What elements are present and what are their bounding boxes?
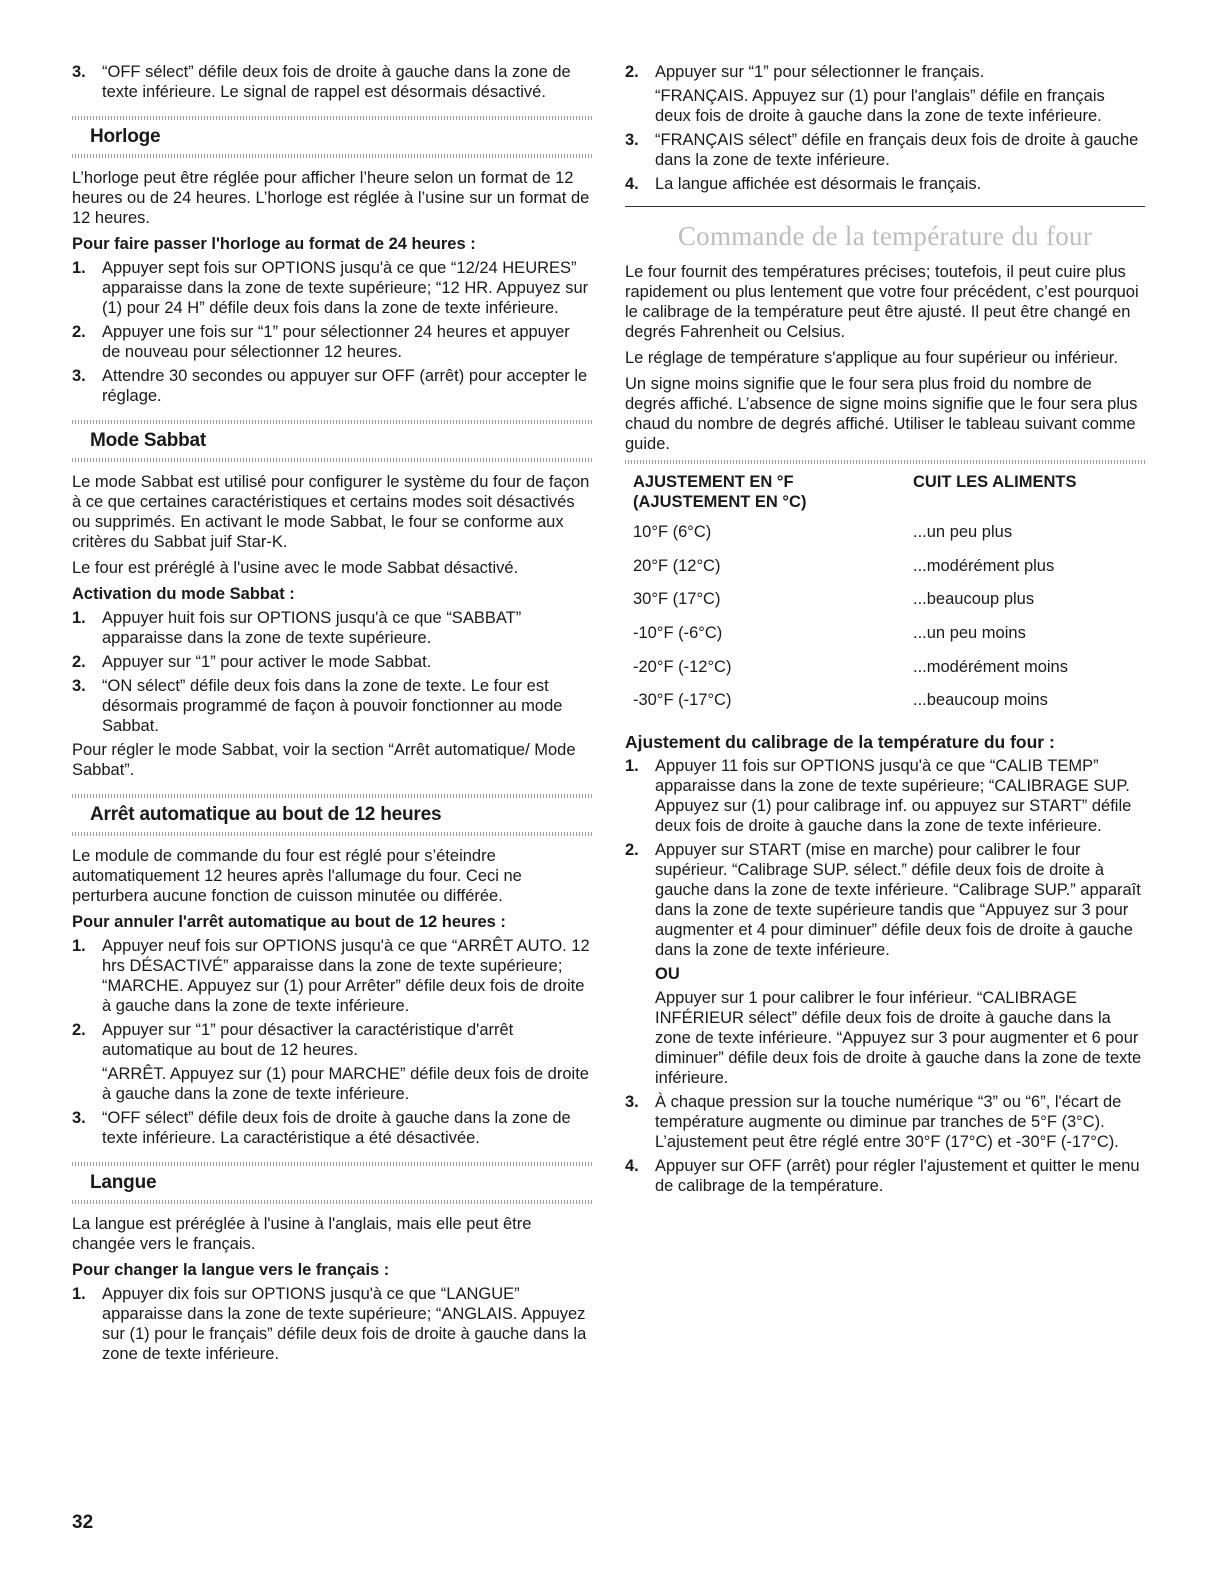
list-item [625,840,1145,1088]
list-item [625,1156,1145,1196]
page-number: 32 [72,1512,94,1533]
section-title: Arrêt automatique au bout de 12 heures [90,804,442,825]
list-item [72,1284,592,1364]
item-text: Appuyer sur “1” pour activer le mode Sabbat. [102,653,432,671]
subheading: Ajustement du calibrage de la température du four : [625,732,1055,753]
item-text: Appuyer sur START (mise en marche) pour calibrer le four supérieur. “Calibrage SUP. sélect.” défile deux fois de droite à gauche dans la zone de texte inférieure. “Calibrage SUP.” apparaît dans la zone de texte supérieure tandis que “Appuyez sur 3 pour augmenter et 4 pour diminuer” défile deux fois de droite à gauche dans la zone de texte inférieure. [655,841,1141,960]
item-text: “FRANÇAIS sélect” défile en français deux fois de droite à gauche dans la zone de texte inférieure. [655,131,1139,169]
paragraph: La langue est préréglée à l'usine à l'anglais, mais elle peut être changée vers le français. [72,1215,532,1253]
item-number: 3. [72,1109,86,1127]
ordered-list [72,258,592,406]
item-text: Appuyer neuf fois sur OPTIONS jusqu'à ce que “ARRÊT AUTO. 12 hrs DÉSACTIVÉ” apparaisse dans la zone de texte supérieure; “MARCHE. Appuyez sur (1) pour Arrêter” défile deux fois de droite à gauche dans la zone de texte inférieure. [102,937,590,1015]
item-number: 1. [625,757,639,776]
table-header-cook: CUIT LES ALIMENTS [913,473,1077,491]
table-cell: ...modérément plus [913,556,1055,575]
item-number: 3. [625,1093,639,1112]
or-label: OU [655,965,680,984]
item-number: 4. [625,175,639,193]
table-cell: -20°F (-12°C) [633,657,732,676]
subheading: Pour changer la langue vers le français : [72,1261,390,1279]
paragraph: Le réglage de température s'applique au four supérieur ou inférieur. [625,349,1118,367]
left-column [72,62,592,1368]
table-cell: ...un peu moins [913,624,1026,643]
item-continuation: Appuyer sur 1 pour calibrer le four inférieur. “CALIBRAGE INFÉRIEUR sélect” défile deux fois de droite à gauche dans la zone de texte inférieure. “Appuyez sur 3 pour augmenter et 6 pour diminuer” défile deux fois de droite à gauche dans la zone de texte inférieure. [655,989,1142,1088]
right-column [625,62,1145,1200]
section-header-horloge [72,116,592,158]
paragraph: L’horloge peut être réglée pour afficher l’heure selon un format de 12 heures ou de 24 heures. L’horloge est réglée à l’usine sur un format de 12 heures. [72,169,590,227]
list-item [72,322,592,362]
item-number: 3. [72,677,86,695]
list-item [625,174,1145,194]
item-text: La langue affichée est désormais le français. [655,175,982,193]
ordered-list [625,756,1145,1196]
table-cell: -10°F (-6°C) [633,624,723,643]
divider [625,206,1145,207]
table-row [625,522,1145,556]
item-number: 3. [72,63,86,81]
table-cell: ...beaucoup plus [913,590,1035,609]
item-text: Appuyer sur “1” pour sélectionner le français. [655,63,985,81]
paragraph: Le four est préréglé à l'usine avec le mode Sabbat désactivé. [72,559,519,577]
table-cell: ...beaucoup moins [913,691,1048,710]
item-text: Appuyer sur “1” pour désactiver la caractéristique d'arrêt automatique au bout de 12 heures. [102,1021,514,1059]
table-cell: ...modérément moins [913,657,1068,676]
item-number: 2. [625,63,639,81]
ordered-list [625,62,1145,194]
adjustment-table [625,522,1145,724]
item-text: “ON sélect” défile deux fois dans la zone de texte. Le four est désormais programmé de façon à pouvoir fonctionner au mode Sabbat. [102,677,563,735]
item-text: “OFF sélect” défile deux fois de droite à gauche dans la zone de texte inférieure. La caractéristique a été désactivée. [102,1109,571,1147]
section-header-langue [72,1162,592,1204]
item-number: 2. [72,323,86,341]
item-continuation: “FRANÇAIS. Appuyez sur (1) pour l'anglais” défile en français deux fois de droite à gauche dans la zone de texte inférieure. [655,87,1105,125]
list-item [72,608,592,648]
section-title: Langue [90,1172,157,1193]
subheading: Pour faire passer l'horloge au format de 24 heures : [72,235,476,253]
ordered-list [72,936,592,1148]
paragraph: Le module de commande du four est réglé pour s’éteindre automatiquement 12 heures après l'allumage du four. Ceci ne perturbera aucune fonction de cuisson minutée ou différée. [72,847,522,905]
item-number: 1. [72,937,86,955]
item-text: Appuyer une fois sur “1” pour sélectionner 24 heures et appuyer de nouveau pour sélectionner 12 heures. [102,323,570,361]
list-item [72,1108,592,1148]
item-text: Appuyer dix fois sur OPTIONS jusqu'à ce que “LANGUE” apparaisse dans la zone de texte supérieure; “ANGLAIS. Appuyez sur (1) pour le français” défile deux fois de droite à gauche dans la zone de texte inférieure. [102,1285,587,1363]
item-number: 1. [72,609,86,627]
table-row [625,690,1145,724]
paragraph: Le mode Sabbat est utilisé pour configurer le système du four de façon à ce que certaines caractéristiques et certains modes soit désactivés ou supprimés. En activant le mode Sabbat, le four se conforme aux critères du Sabbat juif Star-K. [72,473,590,551]
list-item [72,62,592,102]
section-title-temperature: Commande de la température du four [677,221,1093,251]
table-cell: -30°F (-17°C) [633,691,732,710]
list-item [72,936,592,1016]
item-text: “OFF sélect” défile deux fois de droite à gauche dans la zone de texte inférieure. Le signal de rappel est désormais désactivé. [102,63,571,101]
item-number: 2. [72,653,86,671]
section-title: Horloge [90,126,161,147]
item-text: Appuyer sur OFF (arrêt) pour régler l'ajustement et quitter le menu de calibrage de la température. [655,1157,1140,1196]
section-header-arret [72,794,592,836]
list-item [72,676,592,736]
table-cell: 20°F (12°C) [633,556,721,575]
item-number: 3. [72,367,86,385]
list-item [72,366,592,406]
list-item [625,62,1145,126]
item-number: 2. [72,1021,86,1039]
section-header-sabbat [72,420,592,462]
item-text: Appuyer sept fois sur OPTIONS jusqu'à ce que “12/24 HEURES” apparaisse dans la zone de texte supérieure; “12 HR. Appuyez sur (1) pour 24 H” défile deux fois dans la zone de texte inférieure. [102,259,589,317]
table-header-adjustment: AJUSTEMENT EN °F (AJUSTEMENT EN °C) [633,473,807,511]
table-row [625,657,1145,691]
item-text: Attendre 30 secondes ou appuyer sur OFF (arrêt) pour accepter le réglage. [102,367,588,405]
item-text: Appuyer huit fois sur OPTIONS jusqu'à ce que “SABBAT” apparaisse dans la zone de texte supérieure. [102,609,522,647]
list-item [72,652,592,672]
item-text: Appuyer 11 fois sur OPTIONS jusqu'à ce que “CALIB TEMP” apparaisse dans la zone de texte supérieure; “CALIBRAGE SUP. Appuyez sur (1) pour calibrage inf. ou appuyez sur START” défile deux fois de droite à gauche dans la zone de texte inférieure. [655,757,1132,836]
paragraph: Le four fournit des températures précises; toutefois, il peut cuire plus rapidement ou plus lentement que votre four précédent, c’est pourquoi le calibrage de la température peut être ajusté. Il peut être changé en degrés Fahrenheit ou Celsius. [625,263,1139,341]
list-item [72,258,592,318]
item-number: 1. [72,1285,86,1303]
paragraph: Un signe moins signifie que le four sera plus froid du nombre de degrés affiché. L’absence de signe moins signifie que le four sera plus chaud du nombre de degrés affiché. Utiliser le tableau suivant comme guide. [625,375,1138,453]
table-row [625,556,1145,590]
list-item [72,1020,592,1104]
item-number: 4. [625,1157,639,1176]
table-cell: 10°F (6°C) [633,523,712,541]
table-cell: ...un peu plus [913,523,1013,541]
subheading: Pour annuler l'arrêt automatique au bout de 12 heures : [72,913,506,931]
item-number: 2. [625,841,639,860]
paragraph: Pour régler le mode Sabbat, voir la section “Arrêt automatique/ Mode Sabbat”. [72,741,576,779]
item-text: À chaque pression sur la touche numérique “3” ou “6”, l'écart de température augmente ou diminue par tranches de 5°F (3°C). L’ajustement peut être réglé entre 30°F (17°C) et -30°F (-17°C). [655,1093,1122,1152]
ordered-list [72,1284,592,1364]
list-item [625,1092,1145,1152]
table-divider [625,460,1145,464]
list-item [625,756,1145,836]
table-row [625,589,1145,623]
item-number: 3. [625,131,639,149]
section-title: Mode Sabbat [90,430,207,451]
table-header [625,472,1145,512]
subheading: Activation du mode Sabbat : [72,585,295,603]
item-number: 1. [72,259,86,277]
table-row [625,623,1145,657]
ordered-list [72,608,592,736]
list-item [625,130,1145,170]
item-continuation: “ARRÊT. Appuyez sur (1) pour MARCHE” défile deux fois de droite à gauche dans la zone de texte inférieure. [102,1065,589,1103]
table-cell: 30°F (17°C) [633,590,721,609]
